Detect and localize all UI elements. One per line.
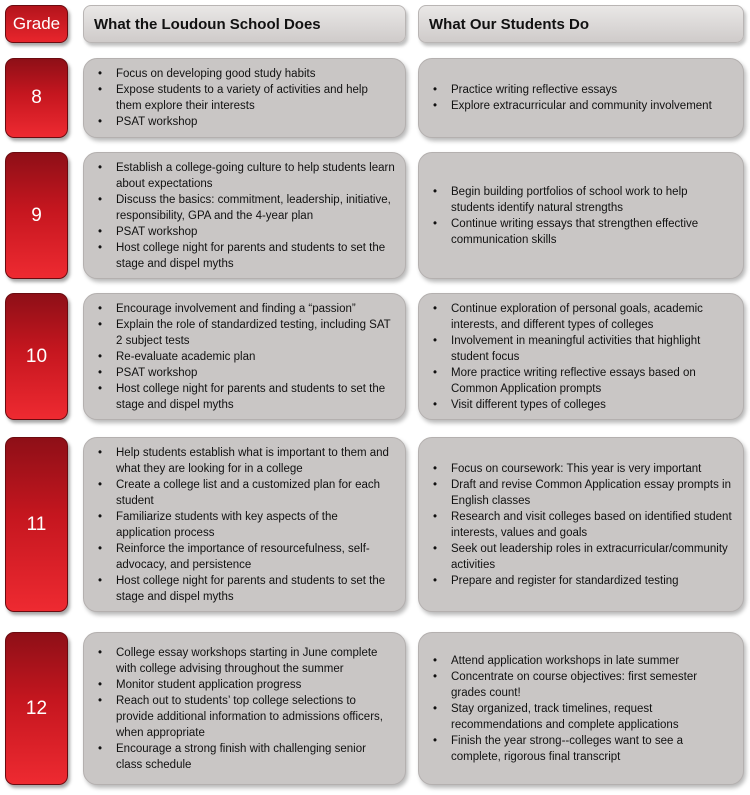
list-item: • Host college night for parents and students to set the stage and dispel myths xyxy=(96,381,395,413)
grade-12-badge: 12 xyxy=(5,632,68,785)
list-item: • More practice writing reflective essays based on Common Application prompts xyxy=(431,365,733,397)
grade-10-badge: 10 xyxy=(5,293,68,420)
list-item: • Concentrate on course objectives: first semester grades count! xyxy=(431,669,733,701)
grade-9-students-list xyxy=(431,184,733,248)
list-item: • Help students establish what is important to them and what they are looking for in a college xyxy=(96,445,395,477)
grade-11-badge: 11 xyxy=(5,437,68,612)
grade-12-students-list xyxy=(431,653,733,765)
list-item: • Host college night for parents and students to set the stage and dispel myths xyxy=(96,573,395,605)
grade-12-students-panel xyxy=(418,632,744,785)
list-item: • College essay workshops starting in June complete with college advising throughout the summer xyxy=(96,645,395,677)
list-item: • Encourage involvement and finding a “passion” xyxy=(96,301,395,317)
list-item: • Focus on developing good study habits xyxy=(96,66,395,82)
list-item: • Create a college list and a customized plan for each student xyxy=(96,477,395,509)
list-item: • Host college night for parents and students to set the stage and dispel myths xyxy=(96,240,395,272)
list-item: • Stay organized, track timelines, request recommendations and complete applications xyxy=(431,701,733,733)
grade-8-badge: 8 xyxy=(5,58,68,138)
list-item: • Reinforce the importance of resourcefulness, self-advocacy, and persistence xyxy=(96,541,395,573)
list-item: • Explore extracurricular and community involvement xyxy=(431,98,733,114)
grade-11-students-list xyxy=(431,461,733,589)
list-item: • Explain the role of standardized testing, including SAT 2 subject tests xyxy=(96,317,395,349)
grade-11-school-panel xyxy=(83,437,406,612)
list-item: • Draft and revise Common Application essay prompts in English classes xyxy=(431,477,733,509)
grade-11-school-list xyxy=(96,445,395,605)
list-item: • Finish the year strong--colleges want to see a complete, rigorous final transcript xyxy=(431,733,733,765)
list-item: • Visit different types of colleges xyxy=(431,397,733,413)
list-item: • Monitor student application progress xyxy=(96,677,395,693)
list-item: • Reach out to students’ top college selections to provide additional information to admissions officers, when appropriate xyxy=(96,693,395,741)
list-item: • Expose students to a variety of activities and help them explore their interests xyxy=(96,82,395,114)
grade-header: Grade xyxy=(5,5,68,43)
grade-8-school-list xyxy=(96,66,395,130)
list-item: • Research and visit colleges based on identified student interests, values and goals xyxy=(431,509,733,541)
list-item: • PSAT workshop xyxy=(96,224,395,240)
list-item: • PSAT workshop xyxy=(96,365,395,381)
list-item: • Familiarize students with key aspects of the application process xyxy=(96,509,395,541)
list-item: • Begin building portfolios of school work to help students identify natural strengths xyxy=(431,184,733,216)
list-item: • Encourage a strong finish with challenging senior class schedule xyxy=(96,741,395,773)
grade-12-school-list xyxy=(96,645,395,773)
list-item: • Continue writing essays that strengthen effective communication skills xyxy=(431,216,733,248)
grade-9-school-panel xyxy=(83,152,406,279)
list-item: • Establish a college-going culture to help students learn about expectations xyxy=(96,160,395,192)
list-item: • PSAT workshop xyxy=(96,114,395,130)
grade-10-school-panel xyxy=(83,293,406,420)
grade-12-school-panel xyxy=(83,632,406,785)
grade-10-students-panel xyxy=(418,293,744,420)
list-item: • Continue exploration of personal goals, academic interests, and different types of colleges xyxy=(431,301,733,333)
grade-8-school-panel xyxy=(83,58,406,138)
school-column-header: What the Loudoun School Does xyxy=(83,5,406,43)
grade-9-school-list xyxy=(96,160,395,272)
list-item: • Re-evaluate academic plan xyxy=(96,349,395,365)
list-item: • Prepare and register for standardized testing xyxy=(431,573,733,589)
list-item: • Involvement in meaningful activities that highlight student focus xyxy=(431,333,733,365)
grade-11-students-panel xyxy=(418,437,744,612)
grade-10-students-list xyxy=(431,301,733,413)
list-item: • Discuss the basics: commitment, leadership, initiative, responsibility, GPA and the 4-year plan xyxy=(96,192,395,224)
list-item: • Attend application workshops in late summer xyxy=(431,653,733,669)
grade-8-students-panel xyxy=(418,58,744,138)
list-item: • Seek out leadership roles in extracurricular/community activities xyxy=(431,541,733,573)
grade-10-school-list xyxy=(96,301,395,413)
students-column-header: What Our Students Do xyxy=(418,5,744,43)
grade-9-students-panel xyxy=(418,152,744,279)
list-item: • Focus on coursework: This year is very important xyxy=(431,461,733,477)
list-item: • Practice writing reflective essays xyxy=(431,82,733,98)
grade-8-students-list xyxy=(431,82,733,114)
grade-9-badge: 9 xyxy=(5,152,68,279)
